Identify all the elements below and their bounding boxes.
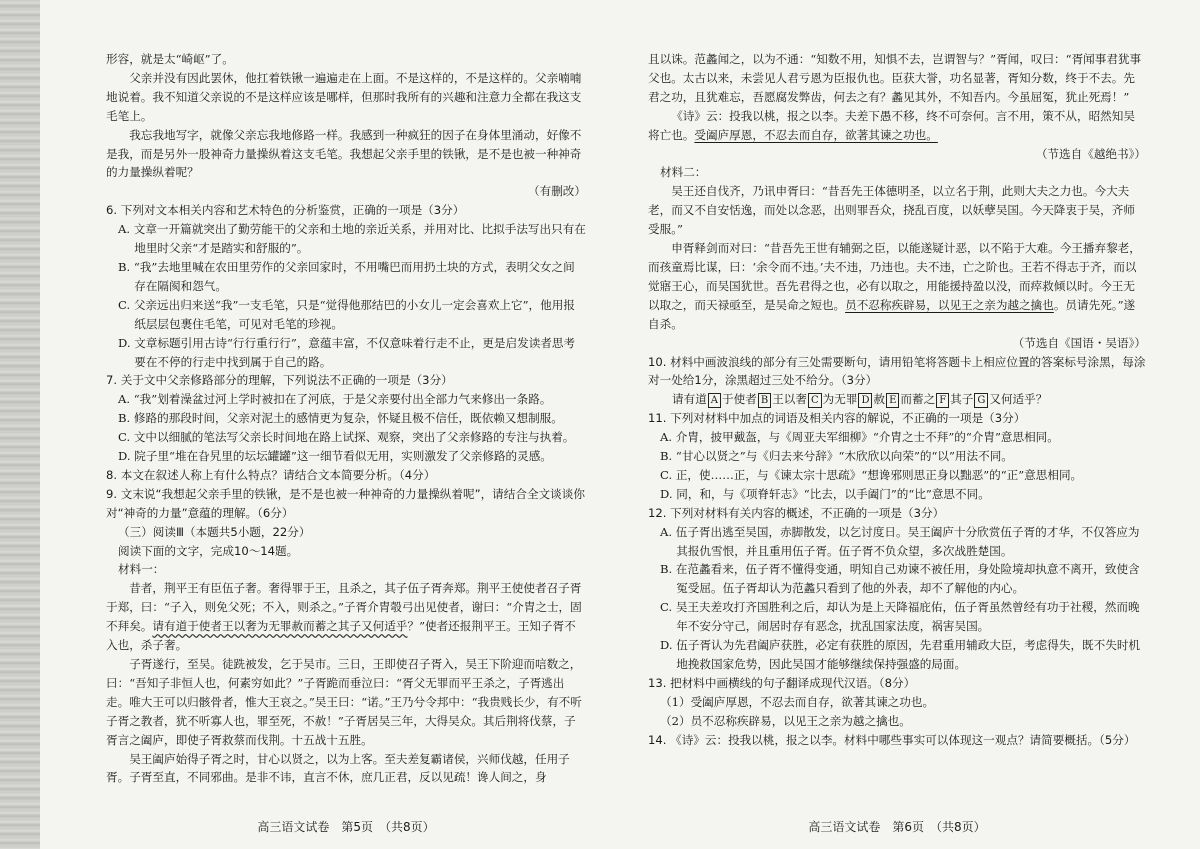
intro-paragraph: 形容，就是太“崎岖”了。 — [106, 52, 234, 66]
question-6-option: B. “我”去地里喊在农田里劳作的父亲回家时，不用嘴巴而用扔土块的方式，表明父女之间存在隔阂和怨气。 — [118, 259, 575, 293]
question-6-stem: 6. 下列对文本相关内容和艺术特色的分析鉴赏，正确的一项是（3分） — [106, 203, 465, 218]
segment-text: 又何适乎？ — [989, 392, 1048, 407]
page-footer: 高三语文试卷 第6页 （共8页） — [808, 820, 986, 835]
segment-text: 王以奢 — [772, 392, 807, 407]
material-2-text: 。员请先死。”遂自杀。 — [648, 297, 1136, 331]
question-12-option: D. 伍子胥认为先君阖庐获胜，必定有获胜的原因，先君重用辅政大臣，考虑得失，既不失时机地挽救国家危势，因此吴国才能够继续保持强盛的局面。 — [660, 638, 1141, 671]
intro-paragraph: 我忘我地写字，就像父亲忘我地修路一样。我感到一种疯狂的因子在身体里涌动，好像不是我，而是另外一股神奇力量操纵着这支毛笔。我想起父亲手里的铁锹，是不是也被一种神奇的力量操纵着呢？ — [106, 127, 582, 180]
material-1-continued — [648, 107, 1146, 145]
question-8: 8. 本文在叙述人称上有什么特点？请结合文本简要分析。（4分） — [106, 467, 436, 482]
break-marker: D — [858, 393, 872, 408]
question-11-stem: 11. 下列对材料中加点的词语及相关内容的解说，不正确的一项是（3分） — [648, 411, 1026, 426]
question-10: 10. 材料中画波浪线的部分有三处需要断句，请用铅笔将答题卡上相应位置的答案标号涂黑，每涂对一处给1分，涂黑超过三处不给分。（3分） — [648, 354, 1146, 388]
question-12-option: A. 伍子胥出逃至吴国，赤脚散发，以乞讨度日。吴王阖庐十分欣赏伍子胥的才华，不仅答应为其报仇雪恨，并且重用伍子胥。伍子胥不负众望，多次战胜楚国。 — [660, 524, 1140, 558]
question-6-option: D. 文章标题引用古诗“行行重行行”，意蕴丰富，不仅意味着行走不止，更是启发读者思考要在不停的行走中找到属于自己的路。 — [118, 335, 576, 369]
break-marker: F — [936, 393, 949, 408]
question-11-option: D. 同，和，与《项脊轩志》“比去，以手阖门”的“比”意思不同。 — [660, 486, 990, 501]
question-7-option: B. 修路的那段时间，父亲对泥土的感情更为复杂，怀疑且极不信任，既依赖又想制服。 — [118, 411, 563, 426]
question-13-stem: 13. 把材料中画横线的句子翻译成现代汉语。（8分） — [648, 675, 916, 690]
question-12-option: C. 吴王夫差攻打齐国胜利之后，却认为是上天降福庇佑，伍子胥虽然曾经有功于社稷，然而晚年不安分守己，闹居时存有恶念，扰乱国家法度，祸害吴国。 — [660, 600, 1140, 634]
question-13-item: （2）员不忍称疾辟易，以见王之亲为越之擒也。 — [660, 713, 911, 728]
material-1-text: 《诗》云：投我以桃，报之以李。夫差下愚不移，终不可奈何。言不用，策不从，昭然知吴将亡也。 — [648, 108, 1135, 142]
material-1-paragraph: 子胥遂行，至吴。徒跣被发，乞于吴市。三日，王即使召子胥入，吴王下阶迎而唁数之，曰：“吾知子非恒人也，何素穷如此？”子胥跪而垂泣曰：“胥父无罪而平王杀之，子胥逃出走。唯大王可以归骸骨者，惟大王哀之。”吴王曰：“诺。”王乃兮令邦中：“我贵贱长少，有不听子胥之教者，犹不听寡人也，罪至死，不赦！”子胥居吴三年，大得吴众。其后荆将伐蔡，子胥言之阖庐，即使子胥救蔡而伐荆。十五战十五胜。 — [106, 657, 582, 747]
segment-text: 而蓄之 — [900, 392, 936, 407]
material-1-continued: 且以诛。范蠡闻之，以为不通：“知数不用，知惧不去，岂谓智与？”胥闻，叹曰：“胥闻事君犹事父也。太古以来，未尝见人君亏恩为臣报仇也。臣获大誉，功名显著，胥知分数，终于不去。先君之功，且犹难忘，吾愿腐发弊齿，何去之有？蠡见其外，不知吾内。今虽屈冤，犹止死焉！” — [648, 52, 1142, 104]
source-note: （有删改） — [528, 184, 586, 199]
question-7-option: D. 院子里“堆在旮旯里的坛坛罐罐”这一细节看似无用，实则激发了父亲修路的灵感。 — [118, 449, 552, 464]
question-7-stem: 7. 关于文中父亲修路部分的理解，下列说法不正确的一项是（3分） — [106, 373, 453, 388]
question-11-option: A. 介胄，披甲戴盔，与《周亚夫军细柳》“介胄之士不拜”的“介胄”意思相同。 — [660, 430, 1059, 445]
question-6-option: C. 父亲远出归来送“我”一支毛笔，只是“觉得他那结巴的小女儿一定会喜欢上它”，他用报纸层层包裹住毛笔，可见对毛笔的珍视。 — [118, 297, 575, 331]
break-marker: C — [808, 393, 822, 408]
material-2-paragraph — [648, 239, 1146, 334]
page-6 — [648, 50, 1146, 835]
source-note: （节选自《越绝书》） — [1035, 146, 1146, 161]
page-5 — [106, 50, 586, 835]
question-14: 14. 《诗》云：投我以桃，报之以李。材料中哪些事实可以体现这一观点？请简要概括。（5分） — [648, 732, 1136, 747]
question-11-option: C. 正，使……正，与《谏太宗十思疏》“想谗邪则思正身以黜恶”的“正”意思相同。 — [660, 467, 1083, 482]
material-2-paragraph: 吴王还自伐齐，乃讯申胥曰：“昔吾先王体德明圣，以立名于荆，此则大夫之力也。今大夫老，而又不自安恬逸，而处以念恶，出则罪吾众，挠乱百度，以妖孽吴国。今天降衷于吴，齐师受服。” — [648, 184, 1135, 237]
material-2-text: 申胥释剑而对曰：“昔吾先王世有辅弼之臣，以能遂疑计恶，以不陷于大难。今王播弃黎老，而孩童焉比谋，曰：‘余令而不违。’夫不违，乃违也。夫不违，亡之阶也。王若不得志于齐，而以觉寤王心，而吴国犹世。吾先君得之也，必有以取之，用能援持盈以没，而瘁救倾以时。今王无以取之，而天禄亟至，是吴命之短也。 — [648, 241, 1141, 312]
source-note: （节选自《国语・吴语》） — [1012, 335, 1146, 350]
material-1-text: ？”使者还报荆平王。王知子胥不入也，杀子奢。 — [106, 619, 576, 653]
segment-text: 为无罪 — [822, 392, 858, 407]
material-1-paragraph — [106, 579, 586, 655]
break-marker: G — [974, 393, 988, 408]
material-1-paragraph: 吴王阖庐始得子胥之时，甘心以贤之，以为上客。至夫差复霸诸侯，兴师伐越，任用子胥。子胥至直，不同邪曲。是非不讳，直言不休，庶几正君，反以见疏！谗人间之，身 — [106, 751, 570, 785]
question-7-option: A. “我”划着澡盆过河上学时被扣在了河底，于是父亲要付出全部力气来修出一条路。 — [118, 392, 552, 407]
segment-text: 请有道 — [672, 392, 707, 407]
scan-binding-edge — [0, 0, 40, 849]
section-3-heading: （三）阅读Ⅲ（本题共5小题，22分） — [118, 524, 311, 539]
question-12-stem: 12. 下列对材料有关内容的概述，不正确的一项是（3分） — [648, 505, 945, 520]
wavy-underline-passage: 请有道于使者王以奢为无罪赦而蓄之其子又何适乎 — [152, 619, 408, 634]
page-footer: 高三语文试卷 第5页 （共8页） — [257, 820, 435, 835]
question-9: 9. 文末说“我想起父亲手里的铁锹，是不是也被一种神奇的力量操纵着呢”，请结合全文谈谈你对“神奇的力量”意蕴的理解。（6分） — [106, 486, 585, 520]
question-7-option: C. 文中以细腻的笔法写父亲长时间地在路上试探、观察，突出了父亲修路的专注与执着。 — [118, 430, 575, 445]
section-3-instruction: 阅读下面的文字，完成10～14题。 — [118, 543, 299, 558]
intro-paragraph: 父亲并没有因此罢休，他扛着铁锹一遍遍走在上面。不是这样的，不是这样的。父亲喃喃地说着。我不知道父亲说的不是这样应该是哪样，但那时我所有的兴趣和注意力全都在我这支毛笔上。 — [106, 70, 582, 123]
segment-text: 于使者 — [722, 392, 757, 407]
material-1-text: 昔者，荆平王有臣伍子奢。奢得罪于王，且杀之，其子伍子胥奔郑。荆平王使使者召子胥于郑，曰：“子入，则免父死；不入，则杀之。”子胥介胄彀弓出见使者，谢曰：“介胄之士，固不拜矣。 — [106, 581, 582, 634]
segment-text: 赦 — [873, 392, 886, 407]
break-marker: E — [886, 393, 899, 408]
question-10-sequence — [672, 390, 1146, 409]
break-marker: B — [758, 393, 771, 408]
underline-sentence-2: 员不忍称疾辟易，以见王之亲为越之擒也 — [845, 297, 1054, 312]
question-6-option: A. 文章一开篇就突出了勤劳能干的父亲和土地的亲近关系，并用对比、比拟手法写出只有在地里时父亲“才是踏实和舒服的”。 — [118, 222, 586, 256]
material-1-label: 材料一： — [118, 562, 165, 577]
underline-sentence-1: 受阖庐厚恩，不忍去而自存，欲著其谏之功也。 — [694, 127, 938, 142]
question-12-option: B. 在范蠡看来，伍子胥不懂得变通，明知自己劝谏不被任用，身处险境却执意不离开，致使含冤受屈。伍子胥却认为范蠡只看到了他的外表，却不了解他的内心。 — [660, 562, 1140, 596]
question-13-item: （1）受阖庐厚恩，不忍去而自存，欲著其谏之功也。 — [660, 694, 935, 709]
question-11-option: B. “甘心以贤之”与《归去来兮辞》“木欣欣以向荣”的“以”用法不同。 — [660, 449, 1013, 464]
segment-text: 其子 — [950, 392, 974, 407]
material-2-label: 材料二： — [660, 165, 707, 180]
break-marker: A — [708, 393, 721, 408]
